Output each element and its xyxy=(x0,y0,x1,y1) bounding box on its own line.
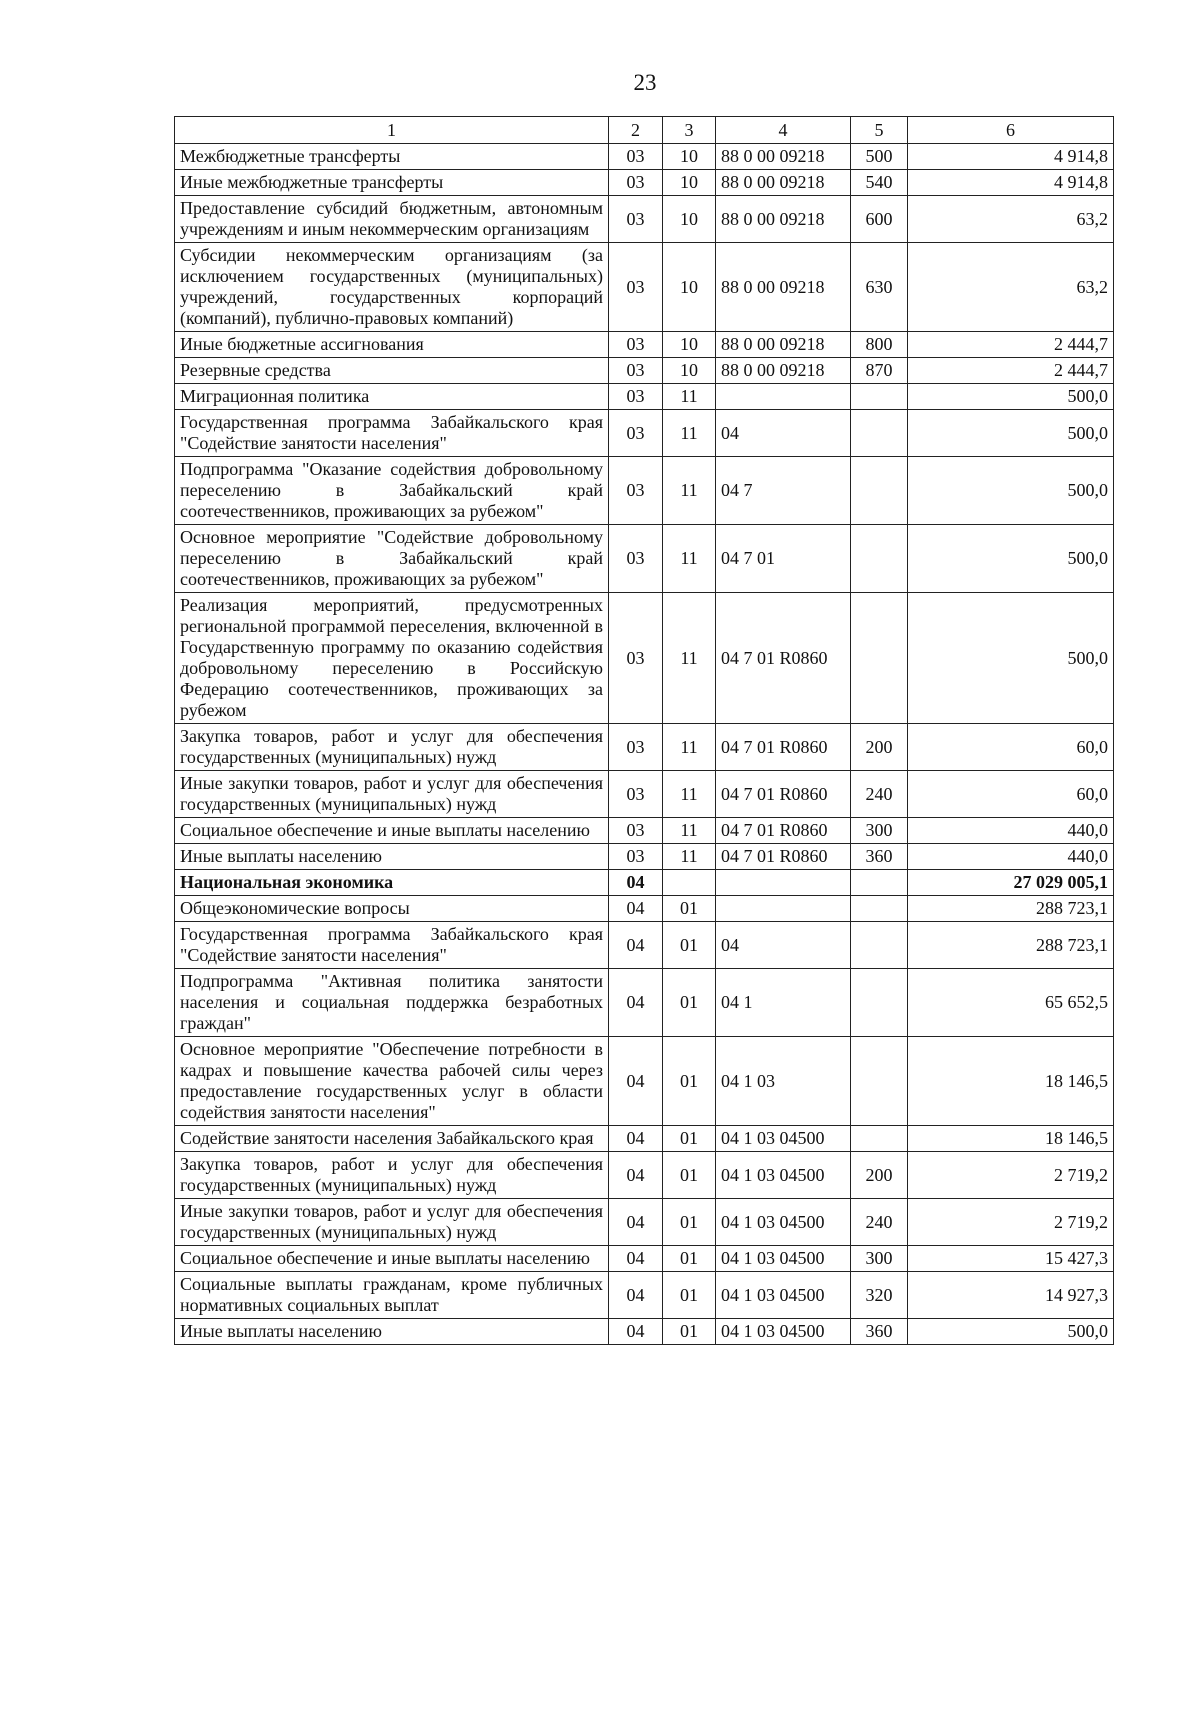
row-target-article: 04 1 03 04500 xyxy=(716,1126,851,1152)
row-amount: 4 914,8 xyxy=(908,144,1114,170)
row-section: 03 xyxy=(609,332,663,358)
row-subsection xyxy=(663,870,716,896)
row-expense-type: 360 xyxy=(851,1319,908,1345)
row-target-article: 04 7 01 R0860 xyxy=(716,724,851,771)
row-section: 04 xyxy=(609,1199,663,1246)
row-subsection: 11 xyxy=(663,771,716,818)
row-subsection: 11 xyxy=(663,818,716,844)
row-target-article: 88 0 00 09218 xyxy=(716,196,851,243)
row-expense-type: 240 xyxy=(851,1199,908,1246)
row-name: Содействие занятости населения Забайкальского края xyxy=(175,1126,609,1152)
row-amount: 2 444,7 xyxy=(908,332,1114,358)
page-number: 23 xyxy=(633,70,657,95)
table-body xyxy=(175,144,1114,1345)
row-section: 04 xyxy=(609,1319,663,1345)
header-col-4: 4 xyxy=(716,117,851,144)
row-subsection: 10 xyxy=(663,144,716,170)
table-row xyxy=(175,144,1114,170)
row-amount: 2 719,2 xyxy=(908,1199,1114,1246)
row-target-article xyxy=(716,896,851,922)
row-section: 03 xyxy=(609,384,663,410)
row-target-article: 04 7 01 R0860 xyxy=(716,818,851,844)
row-expense-type: 630 xyxy=(851,243,908,332)
row-amount: 15 427,3 xyxy=(908,1246,1114,1272)
row-section: 04 xyxy=(609,969,663,1037)
row-name: Национальная экономика xyxy=(175,870,609,896)
row-subsection: 10 xyxy=(663,243,716,332)
row-name: Социальные выплаты гражданам, кроме публичных нормативных социальных выплат xyxy=(175,1272,609,1319)
row-expense-type xyxy=(851,896,908,922)
row-target-article: 04 1 03 04500 xyxy=(716,1152,851,1199)
row-name: Социальное обеспечение и иные выплаты населению xyxy=(175,818,609,844)
budget-table xyxy=(174,116,1114,1345)
header-col-6: 6 xyxy=(908,117,1114,144)
row-name: Иные закупки товаров, работ и услуг для обеспечения государственных (муниципальных) нужд xyxy=(175,771,609,818)
row-amount: 500,0 xyxy=(908,457,1114,525)
row-section: 03 xyxy=(609,410,663,457)
header-col-2: 2 xyxy=(609,117,663,144)
row-amount: 18 146,5 xyxy=(908,1126,1114,1152)
table-row xyxy=(175,1272,1114,1319)
row-subsection: 11 xyxy=(663,724,716,771)
row-target-article: 04 1 03 xyxy=(716,1037,851,1126)
row-amount: 440,0 xyxy=(908,818,1114,844)
row-subsection: 11 xyxy=(663,525,716,593)
row-name: Государственная программа Забайкальского края "Содействие занятости населения" xyxy=(175,410,609,457)
row-subsection: 01 xyxy=(663,1199,716,1246)
row-subsection: 01 xyxy=(663,969,716,1037)
row-expense-type xyxy=(851,870,908,896)
row-section: 03 xyxy=(609,358,663,384)
row-subsection: 10 xyxy=(663,332,716,358)
table-row xyxy=(175,1319,1114,1345)
table-row xyxy=(175,243,1114,332)
row-amount: 500,0 xyxy=(908,1319,1114,1345)
row-name: Закупка товаров, работ и услуг для обеспечения государственных (муниципальных) нужд xyxy=(175,1152,609,1199)
table-row xyxy=(175,922,1114,969)
row-expense-type xyxy=(851,525,908,593)
header-col-5: 5 xyxy=(851,117,908,144)
row-subsection: 11 xyxy=(663,457,716,525)
row-target-article: 04 7 01 xyxy=(716,525,851,593)
table-row xyxy=(175,1152,1114,1199)
row-expense-type: 320 xyxy=(851,1272,908,1319)
row-subsection: 01 xyxy=(663,1319,716,1345)
row-target-article: 04 7 xyxy=(716,457,851,525)
table-row xyxy=(175,1037,1114,1126)
row-expense-type xyxy=(851,457,908,525)
row-target-article: 88 0 00 09218 xyxy=(716,144,851,170)
row-subsection: 01 xyxy=(663,1037,716,1126)
row-subsection: 01 xyxy=(663,1152,716,1199)
row-target-article: 88 0 00 09218 xyxy=(716,170,851,196)
table-row xyxy=(175,593,1114,724)
row-amount: 63,2 xyxy=(908,196,1114,243)
row-name: Иные межбюджетные трансферты xyxy=(175,170,609,196)
row-name: Иные выплаты населению xyxy=(175,844,609,870)
row-expense-type: 870 xyxy=(851,358,908,384)
row-name: Социальное обеспечение и иные выплаты населению xyxy=(175,1246,609,1272)
row-target-article: 04 7 01 R0860 xyxy=(716,844,851,870)
row-subsection: 01 xyxy=(663,922,716,969)
row-amount: 65 652,5 xyxy=(908,969,1114,1037)
row-expense-type xyxy=(851,922,908,969)
row-name: Резервные средства xyxy=(175,358,609,384)
row-target-article: 04 7 01 R0860 xyxy=(716,593,851,724)
row-section: 03 xyxy=(609,844,663,870)
row-name: Общеэкономические вопросы xyxy=(175,896,609,922)
row-name: Реализация мероприятий, предусмотренных региональной программой переселения, включенной в Государственную программу по оказанию содействия добровольному переселению в Российскую Федерацию соотечественников, проживающих за рубежом xyxy=(175,593,609,724)
row-expense-type: 200 xyxy=(851,724,908,771)
row-section: 03 xyxy=(609,196,663,243)
row-expense-type xyxy=(851,593,908,724)
row-name: Подпрограмма "Активная политика занятости населения и социальная поддержка безработных граждан" xyxy=(175,969,609,1037)
row-target-article: 04 1 03 04500 xyxy=(716,1199,851,1246)
row-expense-type: 300 xyxy=(851,818,908,844)
table-row xyxy=(175,969,1114,1037)
row-subsection: 11 xyxy=(663,384,716,410)
row-subsection: 01 xyxy=(663,1246,716,1272)
table-row xyxy=(175,170,1114,196)
row-section: 03 xyxy=(609,243,663,332)
row-subsection: 10 xyxy=(663,170,716,196)
row-name: Миграционная политика xyxy=(175,384,609,410)
row-amount: 14 927,3 xyxy=(908,1272,1114,1319)
row-amount: 4 914,8 xyxy=(908,170,1114,196)
row-expense-type: 800 xyxy=(851,332,908,358)
row-target-article xyxy=(716,870,851,896)
row-section: 03 xyxy=(609,593,663,724)
row-target-article xyxy=(716,384,851,410)
row-expense-type xyxy=(851,969,908,1037)
row-section: 04 xyxy=(609,896,663,922)
row-subsection: 11 xyxy=(663,410,716,457)
row-name: Иные бюджетные ассигнования xyxy=(175,332,609,358)
row-subsection: 01 xyxy=(663,1126,716,1152)
row-expense-type: 300 xyxy=(851,1246,908,1272)
row-target-article: 04 7 01 R0860 xyxy=(716,771,851,818)
row-name: Основное мероприятие "Обеспечение потребности в кадрах и повышение качества рабочей силы через предоставление государственных услуг в области содействия занятости населения" xyxy=(175,1037,609,1126)
row-target-article: 04 xyxy=(716,922,851,969)
row-amount: 2 719,2 xyxy=(908,1152,1114,1199)
row-section: 04 xyxy=(609,1037,663,1126)
row-section: 03 xyxy=(609,457,663,525)
row-section: 03 xyxy=(609,525,663,593)
row-name: Основное мероприятие "Содействие добровольному переселению в Забайкальский край соотечественников, проживающих за рубежом" xyxy=(175,525,609,593)
table-row xyxy=(175,844,1114,870)
row-expense-type: 500 xyxy=(851,144,908,170)
row-expense-type xyxy=(851,384,908,410)
row-amount: 60,0 xyxy=(908,724,1114,771)
row-amount: 18 146,5 xyxy=(908,1037,1114,1126)
table-row xyxy=(175,196,1114,243)
row-target-article: 88 0 00 09218 xyxy=(716,358,851,384)
row-target-article: 04 1 xyxy=(716,969,851,1037)
row-expense-type: 600 xyxy=(851,196,908,243)
row-amount: 27 029 005,1 xyxy=(908,870,1114,896)
row-section: 04 xyxy=(609,922,663,969)
row-section: 04 xyxy=(609,1246,663,1272)
table-row xyxy=(175,384,1114,410)
row-section: 04 xyxy=(609,1126,663,1152)
row-section: 03 xyxy=(609,818,663,844)
row-subsection: 01 xyxy=(663,896,716,922)
table-row xyxy=(175,870,1114,896)
row-section: 03 xyxy=(609,144,663,170)
row-target-article: 88 0 00 09218 xyxy=(716,243,851,332)
table-row xyxy=(175,1199,1114,1246)
row-expense-type xyxy=(851,1126,908,1152)
row-name: Подпрограмма "Оказание содействия добровольному переселению в Забайкальский край соотечественников, проживающих за рубежом" xyxy=(175,457,609,525)
row-expense-type xyxy=(851,410,908,457)
row-amount: 60,0 xyxy=(908,771,1114,818)
row-name: Межбюджетные трансферты xyxy=(175,144,609,170)
row-subsection: 01 xyxy=(663,1272,716,1319)
row-section: 04 xyxy=(609,870,663,896)
row-target-article: 04 xyxy=(716,410,851,457)
table-row xyxy=(175,1246,1114,1272)
table-row xyxy=(175,724,1114,771)
row-amount: 2 444,7 xyxy=(908,358,1114,384)
row-section: 03 xyxy=(609,771,663,818)
row-target-article: 88 0 00 09218 xyxy=(716,332,851,358)
row-amount: 288 723,1 xyxy=(908,922,1114,969)
row-amount: 500,0 xyxy=(908,384,1114,410)
row-subsection: 11 xyxy=(663,844,716,870)
row-expense-type: 540 xyxy=(851,170,908,196)
table-row xyxy=(175,457,1114,525)
row-target-article: 04 1 03 04500 xyxy=(716,1272,851,1319)
row-target-article: 04 1 03 04500 xyxy=(716,1246,851,1272)
row-name: Иные выплаты населению xyxy=(175,1319,609,1345)
row-amount: 63,2 xyxy=(908,243,1114,332)
table-row xyxy=(175,525,1114,593)
row-section: 03 xyxy=(609,170,663,196)
row-section: 03 xyxy=(609,724,663,771)
row-subsection: 10 xyxy=(663,358,716,384)
row-name: Иные закупки товаров, работ и услуг для обеспечения государственных (муниципальных) нужд xyxy=(175,1199,609,1246)
row-section: 04 xyxy=(609,1152,663,1199)
row-subsection: 10 xyxy=(663,196,716,243)
row-name: Закупка товаров, работ и услуг для обеспечения государственных (муниципальных) нужд xyxy=(175,724,609,771)
row-name: Предоставление субсидий бюджетным, автономным учреждениям и иным некоммерческим организациям xyxy=(175,196,609,243)
row-amount: 440,0 xyxy=(908,844,1114,870)
row-expense-type: 200 xyxy=(851,1152,908,1199)
row-target-article: 04 1 03 04500 xyxy=(716,1319,851,1345)
header-col-3: 3 xyxy=(663,117,716,144)
table-row xyxy=(175,358,1114,384)
table-row xyxy=(175,771,1114,818)
table-row xyxy=(175,896,1114,922)
table-row xyxy=(175,332,1114,358)
table-header-row xyxy=(175,117,1114,144)
row-amount: 500,0 xyxy=(908,525,1114,593)
table-row xyxy=(175,818,1114,844)
row-amount: 288 723,1 xyxy=(908,896,1114,922)
header-col-1: 1 xyxy=(175,117,609,144)
row-name: Государственная программа Забайкальского края "Содействие занятости населения" xyxy=(175,922,609,969)
row-expense-type xyxy=(851,1037,908,1126)
table-row xyxy=(175,1126,1114,1152)
row-name: Субсидии некоммерческим организациям (за исключением государственных (муниципальных) учреждений, государственных корпораций (компаний), публично-правовых компаний) xyxy=(175,243,609,332)
row-expense-type: 240 xyxy=(851,771,908,818)
row-section: 04 xyxy=(609,1272,663,1319)
row-subsection: 11 xyxy=(663,593,716,724)
row-amount: 500,0 xyxy=(908,410,1114,457)
table-row xyxy=(175,410,1114,457)
row-expense-type: 360 xyxy=(851,844,908,870)
row-amount: 500,0 xyxy=(908,593,1114,724)
